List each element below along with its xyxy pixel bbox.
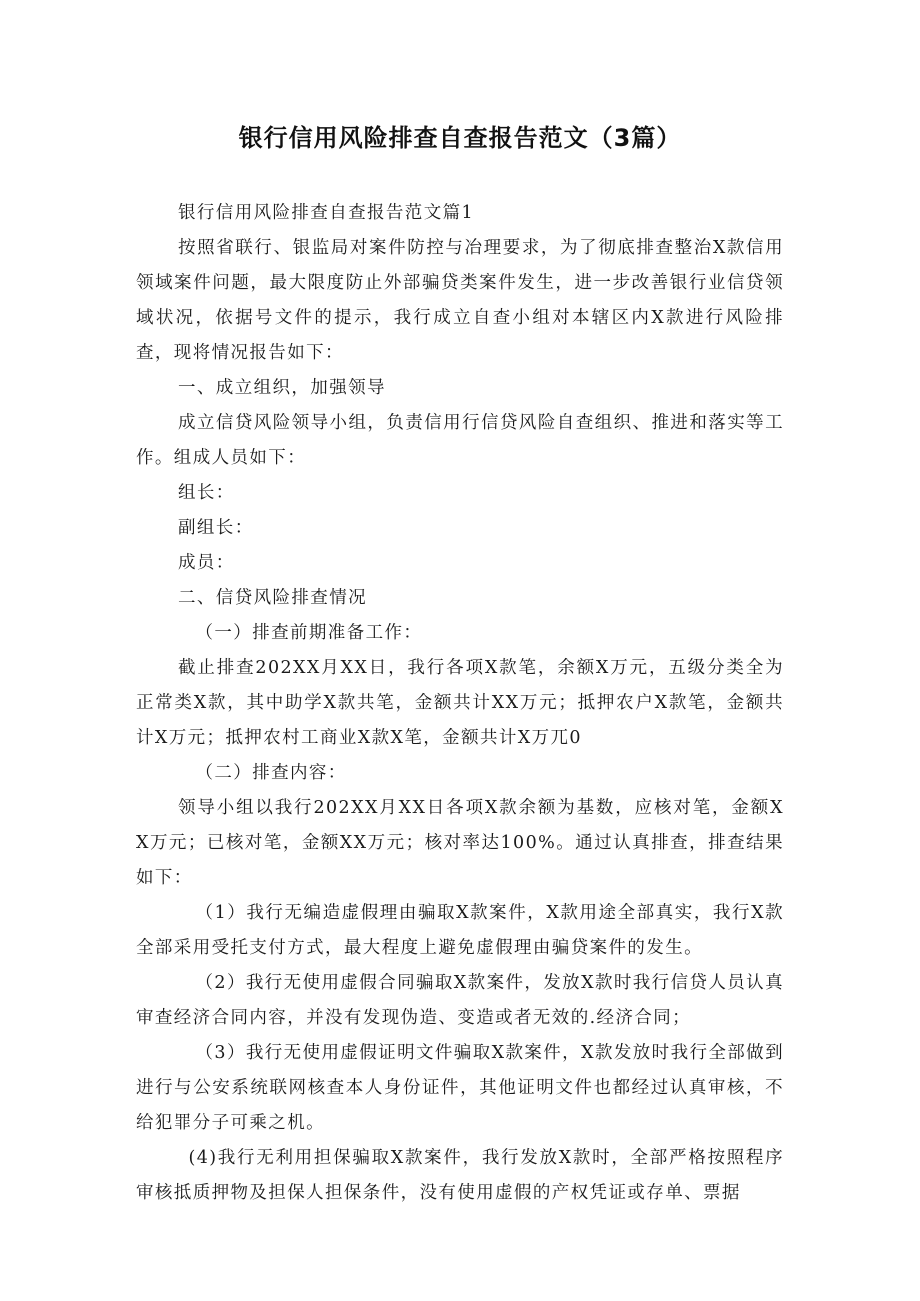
paragraph-intro: 按照省联行、银监局对案件防控与冶理要求，为了彻底排查整治X款信用领域案件问题，最大限度防止外部骗贷类案件发生，进一步改善银行业信贷领域状况，依据号文件的提示，我行成立自查小组对本辖区内X款进行风险排查，现将情况报告如下： [136, 238, 784, 363]
result-item-1: （1）我行无编造虚假理由骗取X款案件，X款用途全部真实，我行X款全部采用受托支付方式，最大程度上避免虚假理由骗贷案件的发生。 [136, 903, 784, 958]
section-heading-part1: 银行信用风险排查自查报告范文篇1 [178, 203, 475, 223]
document-body [136, 196, 784, 1211]
result-item-4: (4)我行无利用担保骗取X款案件，我行发放X款时，全部严格按照程序审核抵质押物及担保人担保条件，没有使用虚假的产权凭证或存单、票据 [136, 1148, 784, 1203]
member-deputy-leader: 副组长： [178, 518, 254, 538]
member-leader: 组长： [178, 483, 235, 503]
subsection-heading-preparation: （一）排查前期准备工作： [195, 623, 423, 643]
subsection-heading-content: （二）排查内容： [195, 763, 347, 783]
result-item-3: （3）我行无使用虚假证明文件骗取X款案件，X款发放时我行全部做到进行与公安系统联网核查本人身份证件，其他证明文件也都经过认真审核，不给犯罪分子可乘之机。 [136, 1043, 784, 1133]
paragraph-preparation: 截止排查202XX月XX日，我行各项X款笔，余额X万元，五级分类全为正常类X款，其中助学X款共笔，金额共计XX万元；抵押农户X款笔，金额共计X万元；抵押农村工商业X款X笔，金额共计X万兀0 [136, 658, 784, 748]
paragraph-content: 领导小组以我行202XX月XX日各项X款余额为基数，应核对笔，金额XX万元；已核对笔，金额XX万元；核对率达100%。通过认真排查，排查结果如下： [136, 798, 784, 888]
result-item-2: （2）我行无使用虚假合同骗取X款案件，发放X款时我行信贷人员认真审查经济合同内容，并没有发现伪造、变造或者无效的.经济合同； [136, 973, 784, 1028]
document-title: 银行信用风险排查自查报告范文（3篇） [238, 124, 682, 152]
member-members: 成员： [178, 553, 235, 573]
section-heading-organization: 一、成立组织，加强领导 [178, 378, 386, 398]
section-heading-risk-check: 二、信贷风险排查情况 [178, 588, 367, 608]
paragraph-organization: 成立信贷风险领导小组，负责信用行信贷风险自查组织、推进和落实等工作。组成人员如下： [136, 413, 784, 468]
